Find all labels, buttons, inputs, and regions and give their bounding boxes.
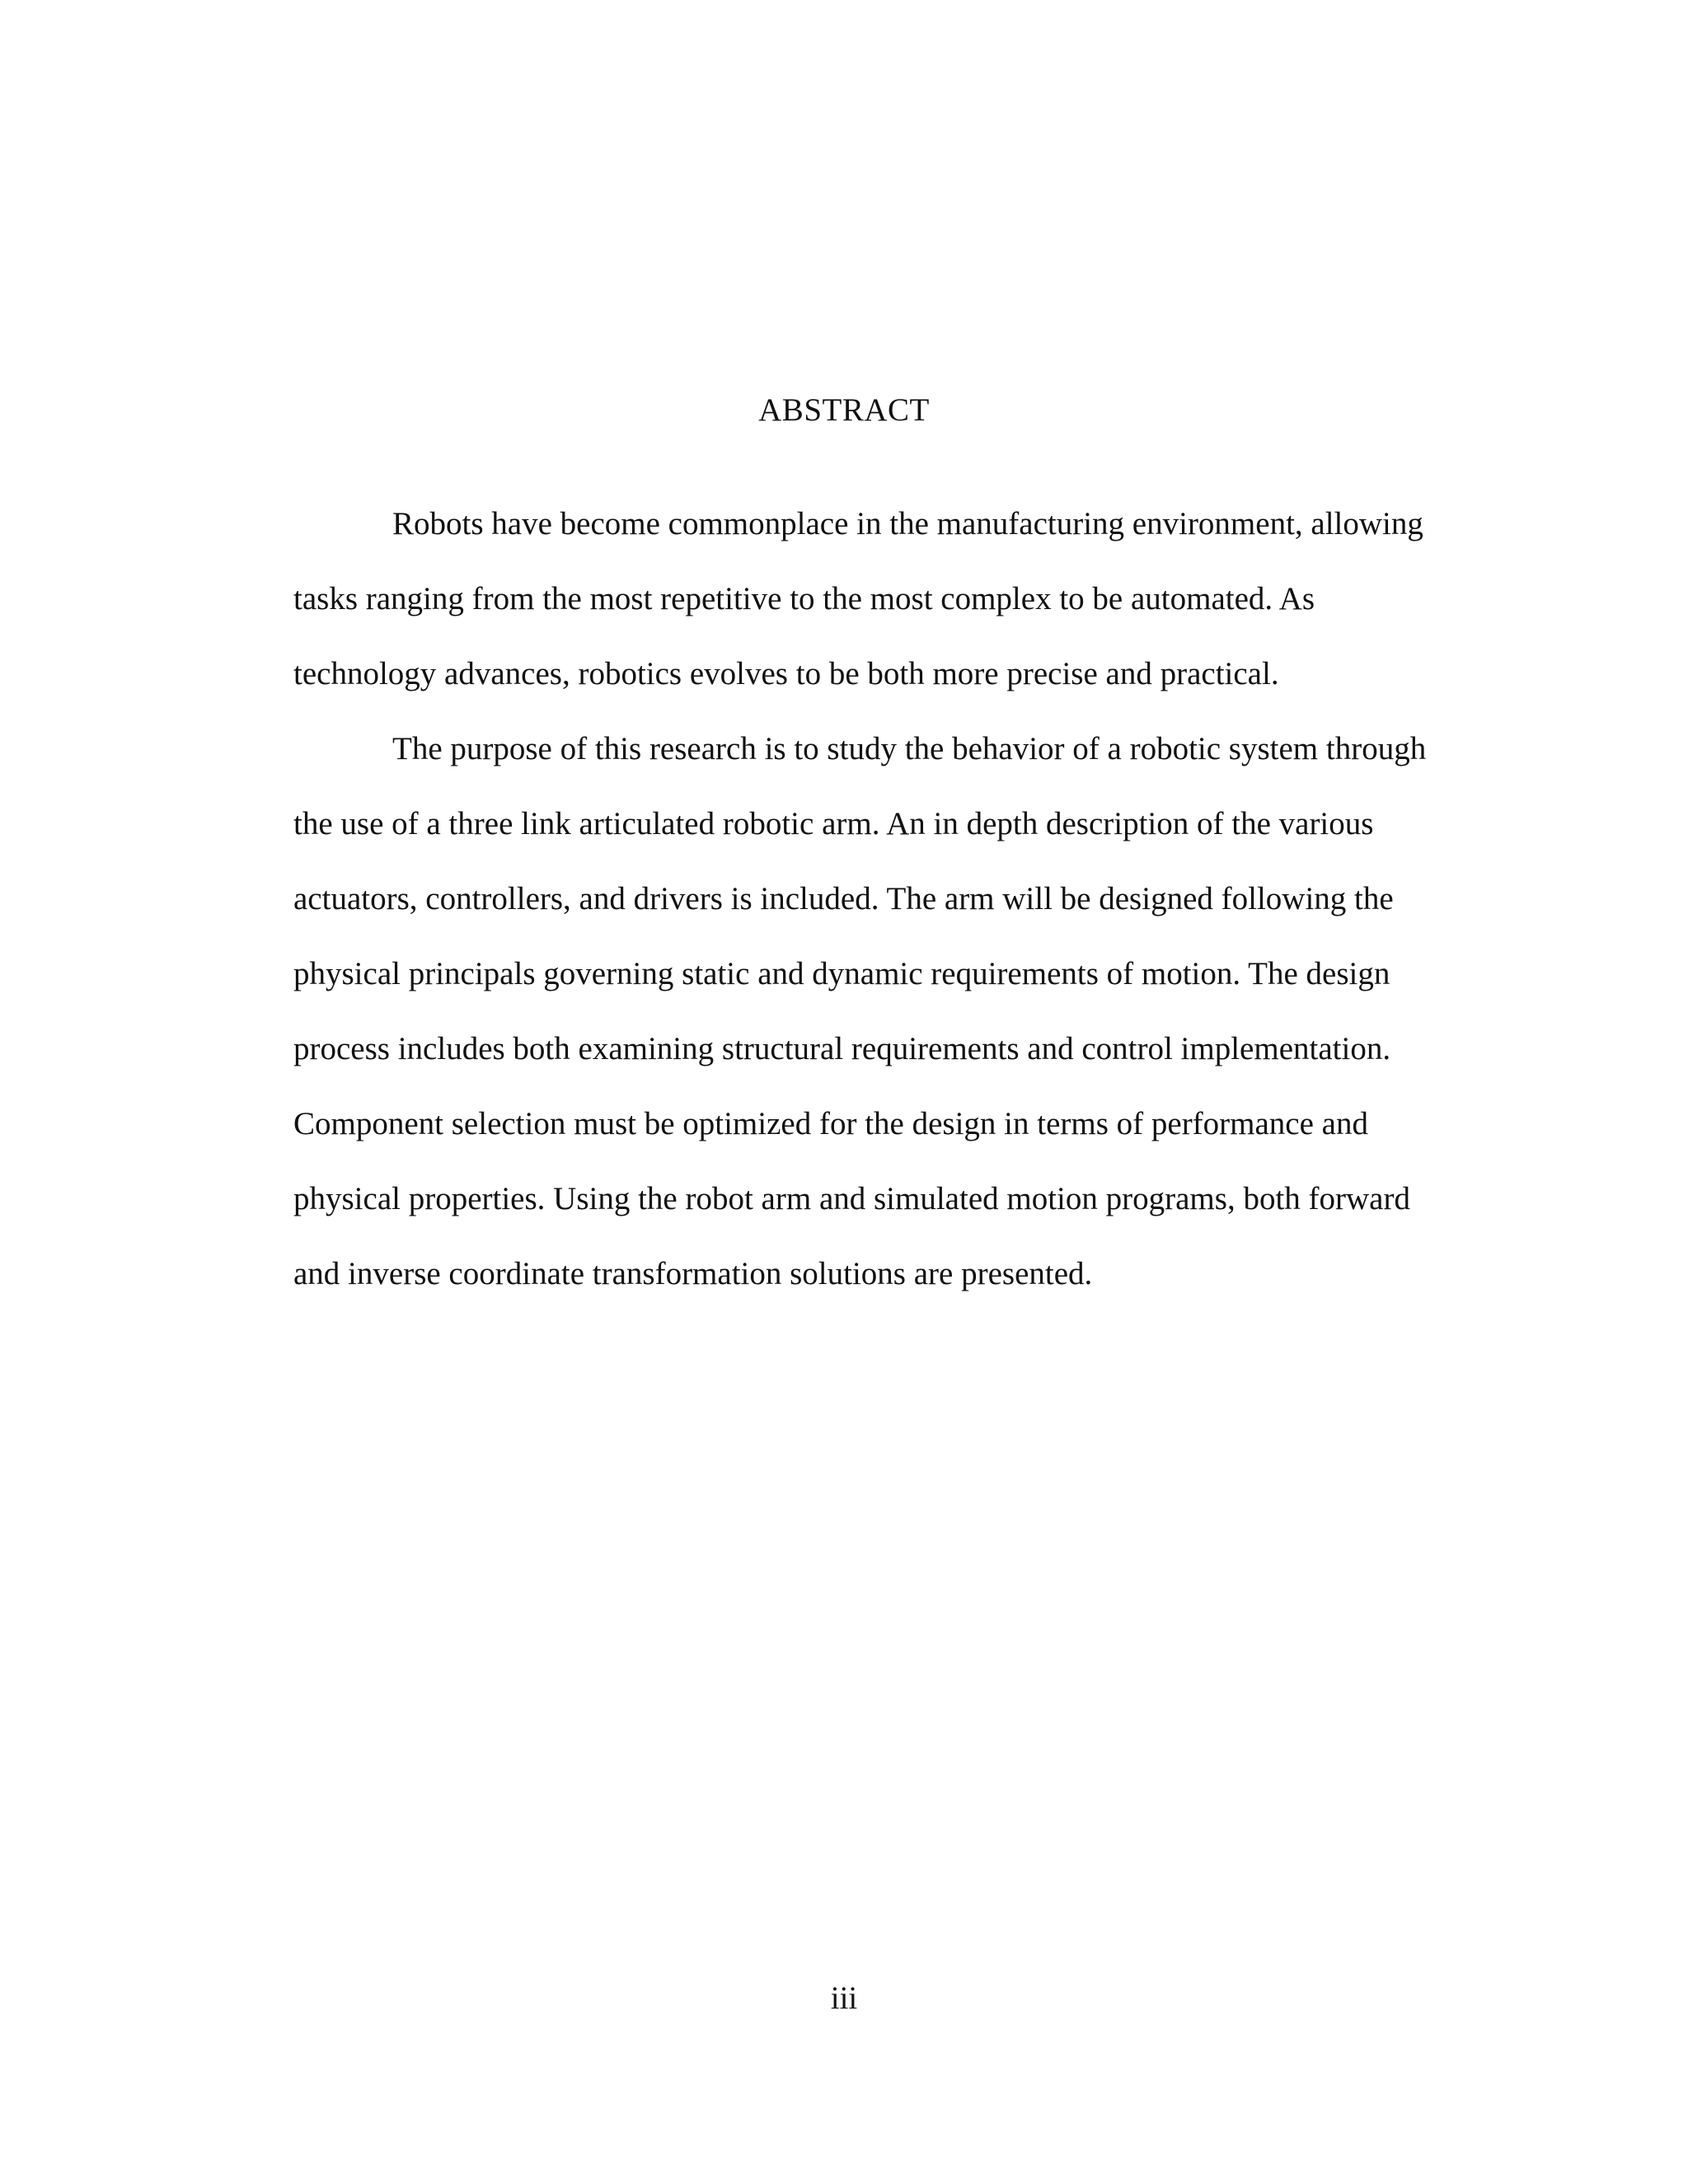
paragraph-2-line-8: and inverse coordinate transformation solutions are presented. (293, 1256, 1093, 1291)
paragraph-2-line-5: process includes both examining structural requirements and control implementation. (293, 1031, 1391, 1066)
paragraph-2-line-1: The purpose of this research is to study the behavior of a robotic system through (392, 731, 1427, 766)
page-number: iii (830, 1980, 858, 2016)
paragraph-2-line-3: actuators, controllers, and drivers is included. The arm will be designed following the (293, 881, 1394, 916)
abstract-heading: ABSTRACT (758, 392, 930, 428)
paragraph-2-line-2: the use of a three link articulated robotic arm. An in depth description of the various (293, 806, 1374, 841)
paragraph-1-line-1: Robots have become commonplace in the manufacturing environment, allowing (392, 506, 1423, 541)
paragraph-2-line-4: physical principals governing static and dynamic requirements of motion. The design (293, 956, 1390, 991)
paragraph-2-line-6: Component selection must be optimized for the design in terms of performance and (293, 1106, 1368, 1141)
abstract-body (293, 499, 1447, 1324)
paragraph-1-line-2: tasks ranging from the most repetitive to the most complex to be automated. As (293, 581, 1315, 616)
paragraph-1-line-3: technology advances, robotics evolves to be both more precise and practical. (293, 656, 1279, 691)
paragraph-2-line-7: physical properties. Using the robot arm and simulated motion programs, both forward (293, 1181, 1410, 1216)
